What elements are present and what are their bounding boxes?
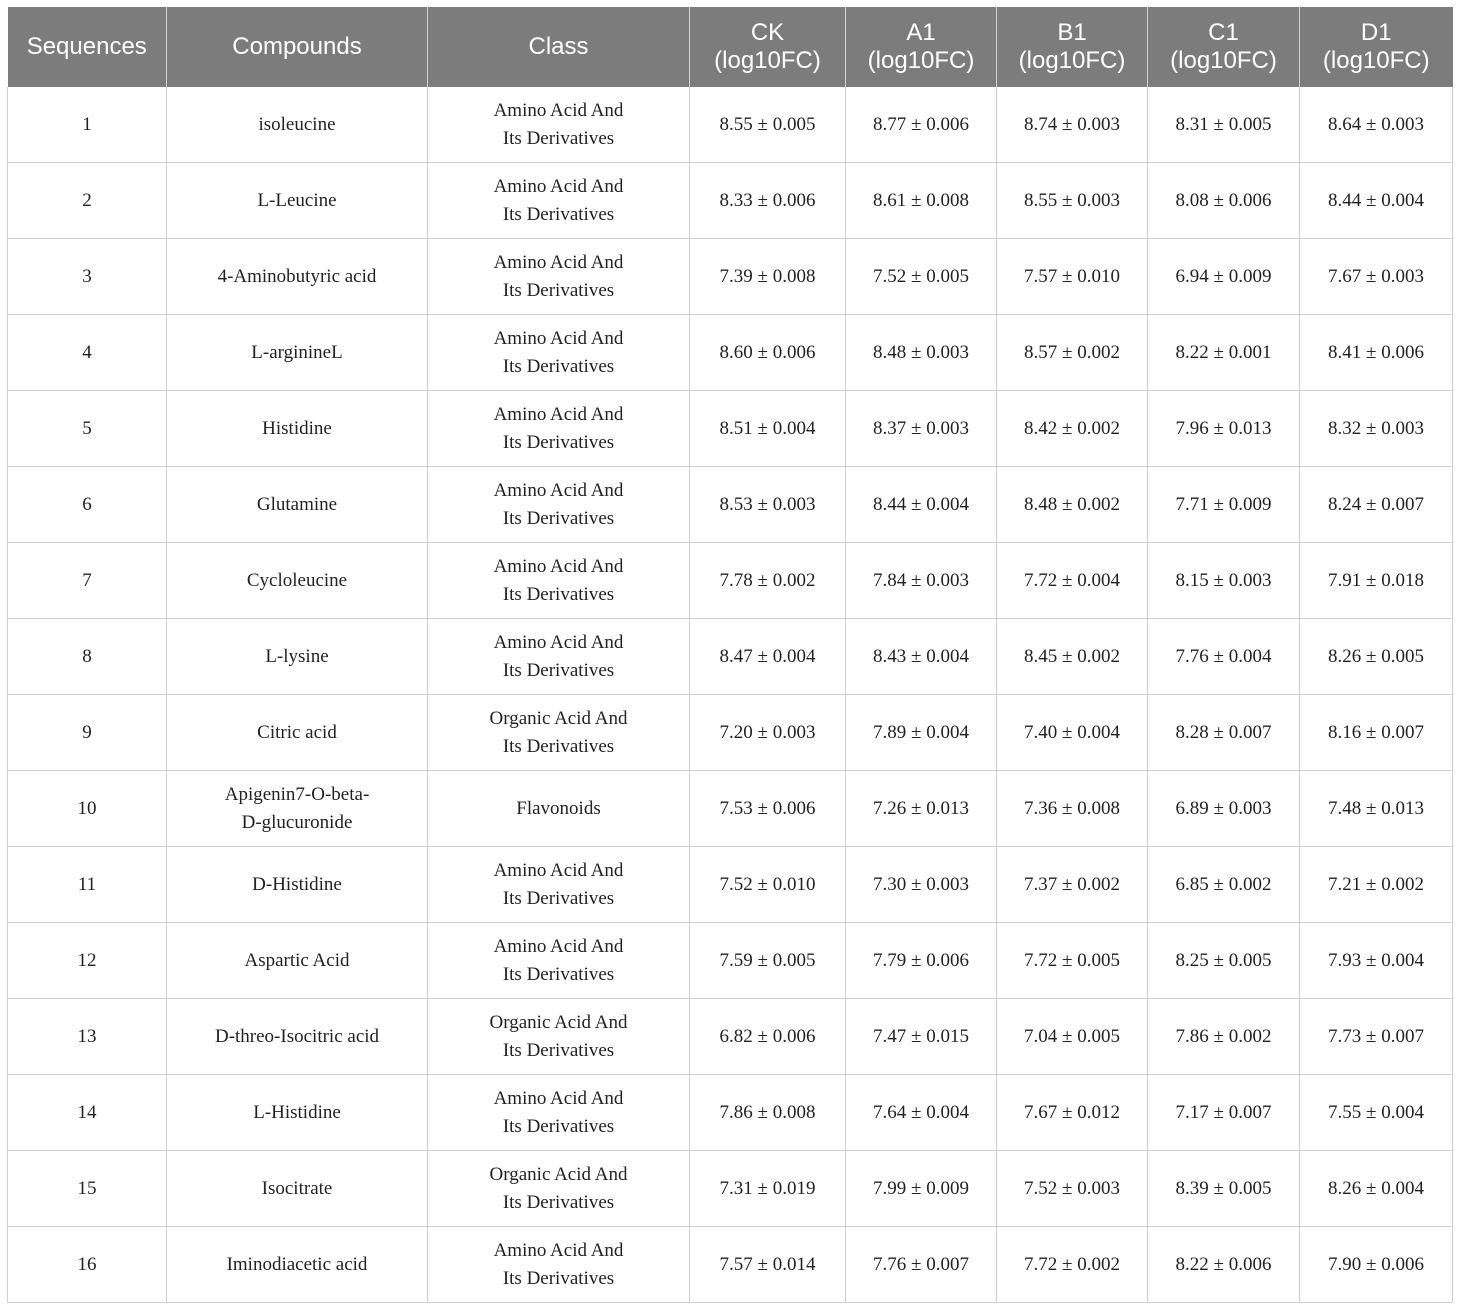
table-row [8, 923, 1453, 999]
table-row [8, 1075, 1453, 1151]
compound-cell [167, 315, 428, 391]
header-sequences [8, 7, 167, 87]
header-label-line: (log10FC) [714, 47, 821, 74]
header-label-line: (log10FC) [867, 47, 975, 74]
c1-value-cell: 6.85 ± 0.002 [1148, 847, 1300, 923]
header-label-line: Class [528, 33, 589, 60]
ck-value-cell: 8.53 ± 0.003 [690, 467, 846, 543]
table-row [8, 543, 1453, 619]
b1-value-cell: 8.42 ± 0.002 [997, 391, 1148, 467]
class-cell-line: Its Derivatives [502, 431, 615, 453]
compound-cell-line: Histidine [262, 417, 332, 439]
class-cell-line: Its Derivatives [502, 203, 615, 225]
compound-cell [167, 239, 428, 315]
c1-value-cell: 6.89 ± 0.003 [1148, 771, 1300, 847]
compound-cell-line: L-Histidine [253, 1101, 341, 1123]
ck-value-cell: 7.57 ± 0.014 [690, 1227, 846, 1303]
header-class [428, 7, 690, 87]
class-cell-line: Amino Acid And [493, 251, 624, 273]
table-row [8, 695, 1453, 771]
compound-cell-line: 4-Aminobutyric acid [217, 265, 377, 287]
c1-value-cell: 6.94 ± 0.009 [1148, 239, 1300, 315]
c1-value-cell: 8.28 ± 0.007 [1148, 695, 1300, 771]
c1-value-cell: 8.22 ± 0.001 [1148, 315, 1300, 391]
d1-value-cell: 7.91 ± 0.018 [1300, 543, 1453, 619]
b1-value-cell: 7.72 ± 0.005 [997, 923, 1148, 999]
class-cell [428, 163, 690, 239]
class-cell-line: Its Derivatives [502, 1115, 615, 1137]
compound-cell [167, 1151, 428, 1227]
ck-value-cell: 8.55 ± 0.005 [690, 87, 846, 163]
a1-value-cell: 8.44 ± 0.004 [846, 467, 997, 543]
c1-value-cell: 8.39 ± 0.005 [1148, 1151, 1300, 1227]
a1-value-cell: 8.61 ± 0.008 [846, 163, 997, 239]
header-label-line: C1 [1208, 19, 1239, 46]
table-row [8, 87, 1453, 163]
class-cell-line: Its Derivatives [502, 279, 615, 301]
table-row [8, 847, 1453, 923]
compound-cell [167, 163, 428, 239]
table-row [8, 391, 1453, 467]
d1-value-cell: 7.48 ± 0.013 [1300, 771, 1453, 847]
header-compounds [167, 7, 428, 87]
table-row [8, 1227, 1453, 1303]
d1-value-cell: 7.90 ± 0.006 [1300, 1227, 1453, 1303]
b1-value-cell: 7.40 ± 0.004 [997, 695, 1148, 771]
class-cell-line: Amino Acid And [493, 1087, 624, 1109]
ck-value-cell: 7.86 ± 0.008 [690, 1075, 846, 1151]
compound-cell-line: L-Leucine [257, 189, 337, 211]
compound-cell-line: D-glucuronide [241, 811, 353, 833]
a1-value-cell: 8.48 ± 0.003 [846, 315, 997, 391]
sequence-cell: 2 [8, 163, 167, 239]
class-cell-line: Organic Acid And [489, 707, 628, 729]
b1-value-cell: 7.52 ± 0.003 [997, 1151, 1148, 1227]
c1-value-cell: 7.96 ± 0.013 [1148, 391, 1300, 467]
class-cell-line: Amino Acid And [493, 935, 624, 957]
class-cell-line: Amino Acid And [493, 1239, 624, 1261]
class-cell [428, 923, 690, 999]
d1-value-cell: 7.55 ± 0.004 [1300, 1075, 1453, 1151]
table-row [8, 771, 1453, 847]
compound-cell [167, 1075, 428, 1151]
header-label-line: B1 [1057, 19, 1087, 46]
table-row [8, 619, 1453, 695]
b1-value-cell: 7.72 ± 0.004 [997, 543, 1148, 619]
class-cell-line: Organic Acid And [489, 1163, 628, 1185]
a1-value-cell: 7.30 ± 0.003 [846, 847, 997, 923]
header-label-line: (log10FC) [1322, 47, 1430, 74]
c1-value-cell: 8.15 ± 0.003 [1148, 543, 1300, 619]
class-cell-line: Amino Acid And [493, 175, 624, 197]
d1-value-cell: 8.24 ± 0.007 [1300, 467, 1453, 543]
b1-value-cell: 7.04 ± 0.005 [997, 999, 1148, 1075]
compound-cell [167, 923, 428, 999]
header-label-line: (log10FC) [1018, 47, 1126, 74]
class-cell-line: Its Derivatives [502, 887, 615, 909]
class-cell-line: Amino Acid And [493, 403, 624, 425]
compound-cell-line: Apigenin7-O-beta- [224, 783, 370, 805]
table-row [8, 239, 1453, 315]
header-row [8, 7, 1453, 87]
compound-cell [167, 391, 428, 467]
b1-value-cell: 7.57 ± 0.010 [997, 239, 1148, 315]
d1-value-cell: 7.73 ± 0.007 [1300, 999, 1453, 1075]
sequence-cell: 13 [8, 999, 167, 1075]
table-row [8, 163, 1453, 239]
compound-cell [167, 1227, 428, 1303]
class-cell [428, 1151, 690, 1227]
c1-value-cell: 8.08 ± 0.006 [1148, 163, 1300, 239]
class-cell [428, 619, 690, 695]
sequence-cell: 9 [8, 695, 167, 771]
b1-value-cell: 7.67 ± 0.012 [997, 1075, 1148, 1151]
b1-value-cell: 8.45 ± 0.002 [997, 619, 1148, 695]
class-cell-line: Amino Acid And [493, 99, 624, 121]
d1-value-cell: 7.21 ± 0.002 [1300, 847, 1453, 923]
b1-value-cell: 8.57 ± 0.002 [997, 315, 1148, 391]
class-cell [428, 543, 690, 619]
sequence-cell: 10 [8, 771, 167, 847]
class-cell-line: Flavonoids [516, 797, 601, 819]
class-cell-line: Its Derivatives [502, 355, 615, 377]
header-label-line: CK [750, 19, 785, 46]
class-cell [428, 1075, 690, 1151]
sequence-cell: 8 [8, 619, 167, 695]
d1-value-cell: 8.32 ± 0.003 [1300, 391, 1453, 467]
class-cell [428, 847, 690, 923]
d1-value-cell: 7.67 ± 0.003 [1300, 239, 1453, 315]
class-cell-line: Amino Acid And [493, 555, 624, 577]
b1-value-cell: 7.72 ± 0.002 [997, 1227, 1148, 1303]
class-cell [428, 695, 690, 771]
compound-cell [167, 771, 428, 847]
compound-cell-line: isoleucine [258, 113, 336, 135]
class-cell-line: Its Derivatives [502, 507, 615, 529]
b1-value-cell: 8.48 ± 0.002 [997, 467, 1148, 543]
compound-cell-line: Citric acid [257, 721, 337, 743]
a1-value-cell: 7.84 ± 0.003 [846, 543, 997, 619]
a1-value-cell: 7.64 ± 0.004 [846, 1075, 997, 1151]
sequence-cell: 12 [8, 923, 167, 999]
class-cell-line: Amino Acid And [493, 479, 624, 501]
d1-value-cell: 8.26 ± 0.005 [1300, 619, 1453, 695]
a1-value-cell: 7.99 ± 0.009 [846, 1151, 997, 1227]
ck-value-cell: 7.39 ± 0.008 [690, 239, 846, 315]
c1-value-cell: 8.22 ± 0.006 [1148, 1227, 1300, 1303]
class-cell-line: Its Derivatives [502, 127, 615, 149]
header-b1 [997, 7, 1148, 87]
header-label-line: A1 [906, 19, 936, 46]
a1-value-cell: 8.37 ± 0.003 [846, 391, 997, 467]
sequence-cell: 16 [8, 1227, 167, 1303]
class-cell [428, 315, 690, 391]
c1-value-cell: 7.17 ± 0.007 [1148, 1075, 1300, 1151]
class-cell-line: Amino Acid And [493, 327, 624, 349]
compound-cell-line: D-threo-Isocitric acid [214, 1025, 380, 1047]
compound-cell-line: L-arginineL [251, 341, 343, 363]
header-label-line: Sequences [26, 33, 147, 60]
class-cell-line: Its Derivatives [502, 583, 615, 605]
class-cell-line: Its Derivatives [502, 735, 615, 757]
c1-value-cell: 8.31 ± 0.005 [1148, 87, 1300, 163]
compound-cell-line: L-lysine [265, 645, 329, 667]
ck-value-cell: 6.82 ± 0.006 [690, 999, 846, 1075]
ck-value-cell: 8.47 ± 0.004 [690, 619, 846, 695]
sequence-cell: 6 [8, 467, 167, 543]
a1-value-cell: 7.52 ± 0.005 [846, 239, 997, 315]
class-cell [428, 391, 690, 467]
d1-value-cell: 8.64 ± 0.003 [1300, 87, 1453, 163]
class-cell-line: Its Derivatives [502, 659, 615, 681]
sequence-cell: 3 [8, 239, 167, 315]
class-cell [428, 1227, 690, 1303]
sequence-cell: 1 [8, 87, 167, 163]
class-cell [428, 239, 690, 315]
class-cell-line: Amino Acid And [493, 631, 624, 653]
a1-value-cell: 8.77 ± 0.006 [846, 87, 997, 163]
ck-value-cell: 7.78 ± 0.002 [690, 543, 846, 619]
c1-value-cell: 7.71 ± 0.009 [1148, 467, 1300, 543]
class-cell-line: Its Derivatives [502, 1039, 615, 1061]
ck-value-cell: 7.59 ± 0.005 [690, 923, 846, 999]
header-label-line: (log10FC) [1170, 47, 1277, 74]
header-label-line: Compounds [232, 33, 362, 60]
compound-cell-line: Iminodiacetic acid [226, 1253, 368, 1275]
class-cell-line: Organic Acid And [489, 1011, 628, 1033]
compound-cell-line: Glutamine [256, 493, 338, 515]
compound-cell-line: D-Histidine [252, 873, 342, 895]
d1-value-cell: 8.41 ± 0.006 [1300, 315, 1453, 391]
header-a1 [846, 7, 997, 87]
d1-value-cell: 7.93 ± 0.004 [1300, 923, 1453, 999]
data-table [7, 7, 1453, 1303]
header-label-line: D1 [1360, 19, 1392, 46]
c1-value-cell: 7.76 ± 0.004 [1148, 619, 1300, 695]
compound-cell [167, 695, 428, 771]
a1-value-cell: 8.43 ± 0.004 [846, 619, 997, 695]
compound-cell [167, 543, 428, 619]
a1-value-cell: 7.47 ± 0.015 [846, 999, 997, 1075]
c1-value-cell: 8.25 ± 0.005 [1148, 923, 1300, 999]
class-cell [428, 87, 690, 163]
d1-value-cell: 8.16 ± 0.007 [1300, 695, 1453, 771]
class-cell-line: Its Derivatives [502, 1267, 615, 1289]
header-d1 [1300, 7, 1453, 87]
table-header [8, 7, 1453, 87]
sequence-cell: 14 [8, 1075, 167, 1151]
compound-cell-line: Aspartic Acid [244, 949, 350, 971]
b1-value-cell: 7.36 ± 0.008 [997, 771, 1148, 847]
compound-cell [167, 467, 428, 543]
compound-cell [167, 847, 428, 923]
class-cell [428, 467, 690, 543]
b1-value-cell: 7.37 ± 0.002 [997, 847, 1148, 923]
table-row [8, 467, 1453, 543]
class-cell-line: Its Derivatives [502, 1191, 615, 1213]
ck-value-cell: 7.31 ± 0.019 [690, 1151, 846, 1227]
ck-value-cell: 8.51 ± 0.004 [690, 391, 846, 467]
b1-value-cell: 8.74 ± 0.003 [997, 87, 1148, 163]
d1-value-cell: 8.44 ± 0.004 [1300, 163, 1453, 239]
ck-value-cell: 8.60 ± 0.006 [690, 315, 846, 391]
sequence-cell: 5 [8, 391, 167, 467]
a1-value-cell: 7.89 ± 0.004 [846, 695, 997, 771]
compound-cell [167, 619, 428, 695]
table-row [8, 315, 1453, 391]
class-cell [428, 999, 690, 1075]
header-c1 [1148, 7, 1300, 87]
a1-value-cell: 7.76 ± 0.007 [846, 1227, 997, 1303]
ck-value-cell: 7.52 ± 0.010 [690, 847, 846, 923]
table-row [8, 999, 1453, 1075]
compound-cell [167, 87, 428, 163]
sequence-cell: 11 [8, 847, 167, 923]
header-ck [690, 7, 846, 87]
class-cell-line: Its Derivatives [502, 963, 615, 985]
c1-value-cell: 7.86 ± 0.002 [1148, 999, 1300, 1075]
class-cell [428, 771, 690, 847]
a1-value-cell: 7.26 ± 0.013 [846, 771, 997, 847]
table-row [8, 1151, 1453, 1227]
compound-cell-line: Isocitrate [261, 1177, 333, 1199]
compound-cell-line: Cycloleucine [246, 569, 348, 591]
b1-value-cell: 8.55 ± 0.003 [997, 163, 1148, 239]
table-body [8, 87, 1453, 1303]
sequence-cell: 7 [8, 543, 167, 619]
sequence-cell: 4 [8, 315, 167, 391]
d1-value-cell: 8.26 ± 0.004 [1300, 1151, 1453, 1227]
a1-value-cell: 7.79 ± 0.006 [846, 923, 997, 999]
compound-cell [167, 999, 428, 1075]
ck-value-cell: 7.53 ± 0.006 [690, 771, 846, 847]
class-cell-line: Amino Acid And [493, 859, 624, 881]
ck-value-cell: 7.20 ± 0.003 [690, 695, 846, 771]
ck-value-cell: 8.33 ± 0.006 [690, 163, 846, 239]
sequence-cell: 15 [8, 1151, 167, 1227]
